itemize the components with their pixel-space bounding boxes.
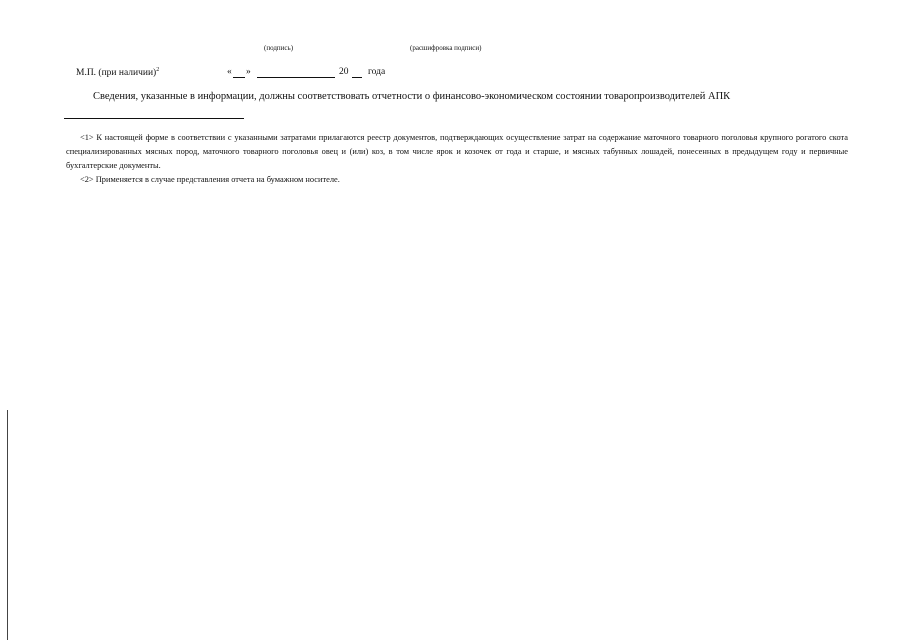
signature-rule	[64, 118, 244, 119]
footnotes	[66, 131, 848, 187]
date-month-blank	[257, 77, 335, 78]
date-quote-open: «	[227, 67, 232, 77]
stamp-label	[76, 67, 159, 78]
stamp-footnote-ref: 2	[156, 67, 160, 73]
date-day-blank	[233, 77, 245, 78]
footnote-2: <2> Применяется в случае представления отчета на бумажном носителе.	[80, 175, 340, 184]
date-suffix: года	[368, 67, 386, 77]
footnote-1: <1> К настоящей форме в соответствии с указанными затратами прилагаются реестр документов, подтверждающих осуществление затрат на содержание маточного товарного поголовья крупного рогатого скота специализированных мясных пород, маточного товарного поголовья овец и (или) коз, в том числе ярок и козочек от года и старше, и мясных табунных лошадей, понесенных в предыдущем году и первичные бухгалтерские документы.	[66, 133, 848, 170]
date-quote-close: »	[246, 67, 251, 77]
stamp-label-text: М.П. (при наличии)	[76, 68, 157, 79]
date-year-blank	[352, 77, 362, 78]
scan-edge-line	[7, 410, 8, 640]
signature-decoding-caption: (расшифровка подписи)	[410, 44, 482, 52]
info-statement: Сведения, указанные в информации, должны соответствовать отчетности о финансово-экономическом состоянии товаропроизводителей АПК	[93, 91, 731, 102]
signature-caption: (подпись)	[264, 44, 294, 52]
date-century: 20	[339, 67, 349, 77]
